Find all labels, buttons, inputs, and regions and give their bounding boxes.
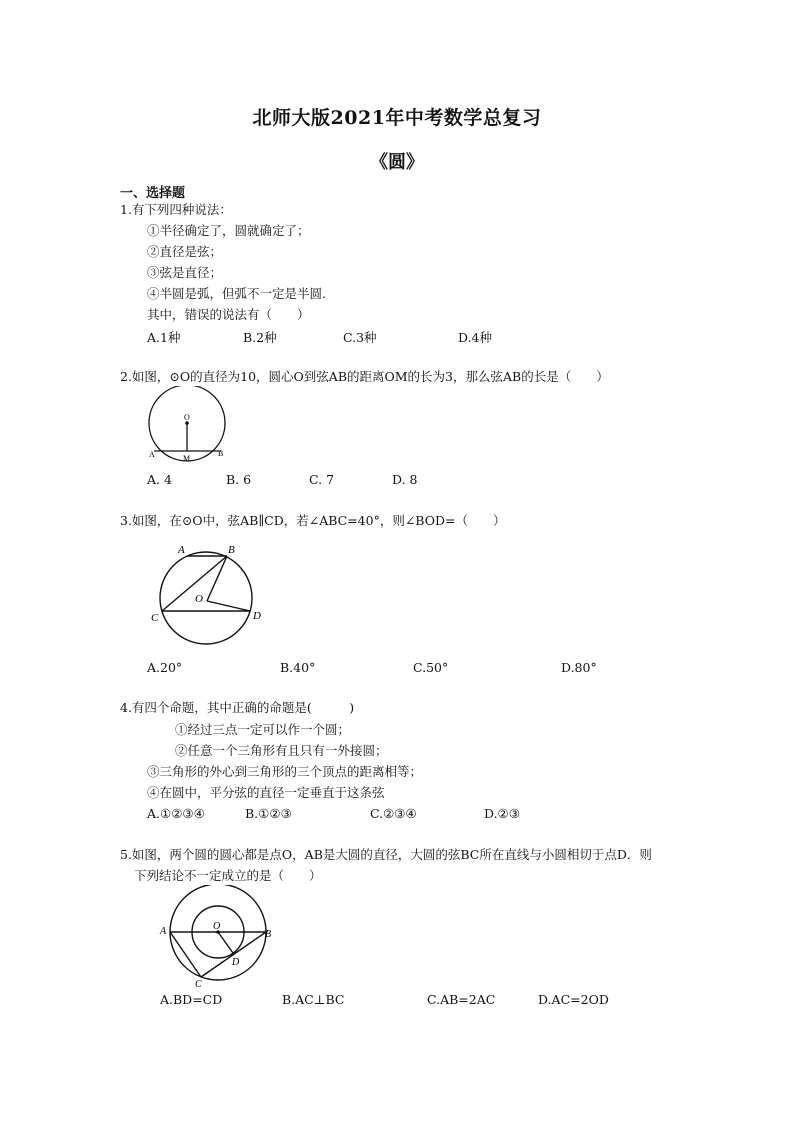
q3-label-d: D [253, 610, 261, 622]
q5-label-d: D [232, 957, 240, 968]
q5-figure [157, 885, 282, 990]
q4-option-c: C.②③④ [370, 806, 417, 821]
q1-line-4: ④半圆是弧，但弧不一定是半圆. [147, 286, 326, 301]
q2-option-a: A. 4 [147, 472, 172, 487]
q3-label-a: A [178, 544, 185, 556]
q4-option-b: B.①②③ [245, 806, 292, 821]
q1-stem: 1.有下列四种说法： [120, 202, 232, 217]
q3-label-b: B [228, 544, 235, 556]
q3-circle [160, 552, 252, 644]
q5-stem: 5.如图，两个圆的圆心都是点O，AB是大圆的直径，大圆的弦BC所在直线与小圆相切于点D．则 [120, 847, 652, 862]
q3-stem: 3.如图，在⊙O中，弦AB∥CD，若∠ABC=40°，则∠BOD=（ ） [120, 513, 506, 528]
q2-stem: 2.如图，⊙O的直径为10，圆心O到弦AB的距离OM的长为3，那么弦AB的长是（ ） [120, 369, 609, 384]
q4-line-1: ①经过三点一定可以作一个圆； [175, 722, 351, 737]
q4-option-d: D.②③ [484, 806, 520, 821]
q5-label-c: C [195, 979, 202, 990]
q4-stem: 4.有四个命题，其中正确的命题是( ) [120, 700, 355, 715]
q5-segment-ac [170, 932, 201, 977]
q1-option-b: B.2种 [243, 330, 277, 345]
q1-option-c: C.3种 [343, 330, 377, 345]
q1-option-d: D.4种 [458, 330, 493, 345]
q3-option-d: D.80° [561, 660, 597, 675]
q5-stem-continued: 下列结论不一定成立的是（ ） [134, 868, 322, 883]
q3-option-c: C.50° [413, 660, 449, 675]
q3-segment-od [207, 601, 250, 611]
q3-segment-bo [207, 556, 227, 601]
section-heading: 一、选择题 [120, 186, 186, 201]
q5-label-a: A [160, 926, 167, 937]
q1-line-3: ③弦是直径； [147, 265, 223, 280]
q3-option-a: A.20° [147, 660, 183, 675]
q5-chord-bc [201, 932, 266, 977]
q2-label-a: A [149, 450, 155, 459]
q2-option-d: D. 8 [392, 472, 418, 487]
q4-line-2: ②任意一个三角形有且只有一外接圆； [175, 743, 388, 758]
q2-label-b: B [218, 449, 224, 458]
q3-label-c: C [151, 612, 159, 624]
q5-segment-od [218, 932, 233, 953]
q4-line-3: ③三角形的外心到三角形的三个顶点的距离相等； [147, 764, 423, 779]
q3-figure [145, 538, 270, 650]
q1-line-1: ①半径确定了，圆就确定了； [147, 223, 310, 238]
q5-label-b: B [265, 929, 272, 940]
q5-option-b: B.AC⊥BC [282, 992, 345, 1007]
document-subtitle: 《圆》 [370, 152, 424, 173]
q2-option-b: B. 6 [226, 472, 252, 487]
q2-label-o: O [184, 413, 190, 422]
document-title: 北师大版2021年中考数学总复习 [252, 107, 542, 129]
q5-option-c: C.AB=2AC [427, 992, 496, 1007]
q1-line-5: 其中，错误的说法有（ ） [147, 307, 310, 322]
q3-option-b: B.40° [280, 660, 316, 675]
q1-line-2: ②直径是弦； [147, 244, 223, 259]
q2-figure [140, 386, 240, 466]
q4-option-a: A.①②③④ [147, 806, 205, 821]
q5-option-a: A.BD=CD [160, 992, 223, 1007]
q3-label-o: O [195, 593, 203, 605]
q5-option-d: D.AC=2OD [538, 992, 609, 1007]
q5-label-o: O [213, 921, 221, 932]
q2-option-c: C. 7 [309, 472, 335, 487]
q4-line-4: ④在圆中，平分弦的直径一定垂直于这条弦 [147, 785, 385, 800]
q1-option-a: A.1种 [147, 330, 181, 345]
q2-label-m: M [183, 454, 191, 463]
